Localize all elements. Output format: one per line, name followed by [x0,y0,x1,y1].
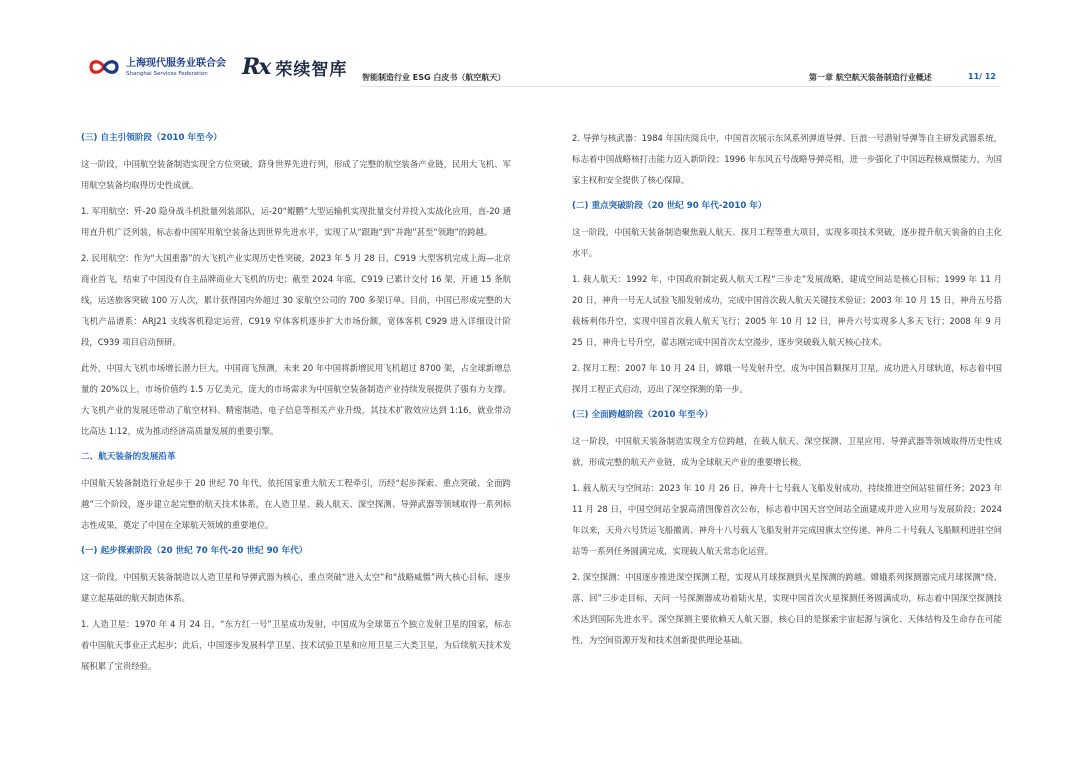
federation-logo-icon [88,56,120,78]
right-column [572,128,1002,656]
section-heading-leap: (三) 全面跨越阶段（2010 年至今） [572,410,713,420]
brand-logo [242,54,347,80]
federation-name-en: Shanghai Services Federation [126,71,208,77]
paragraph: 这一阶段，中国航天装备制造聚焦载人航天、探月工程等重大项目，实现多项技术突破，逐步提升航天装备的自主化水平。 [572,227,1002,258]
page-header [0,0,1080,100]
federation-name-cn: 上海现代服务业联合会 [126,58,226,69]
paragraph: 2. 深空探测：中国逐步推进深空探测工程，实现从月球探测到火星探测的跨越。嫦娥系列探测器完成月球探测“绕、落、回”三步走目标，天问一号探测器成功着陆火星，实现中国首次火星探测任务圆满成功，标志着中国深空探测技术达到国际先进水平。深空探测主要依赖天人航天器，核心目的是探索宇宙起源与演化、天体结构及生命存在可能性，为空间资源开发和技术创新提供理论基础。 [572,572,1002,645]
paragraph: 1. 载人航天：1992 年，中国政府制定载人航天工程“三步走”发展战略，建成空间站是核心目标；1999 年 11 月 20 日，神舟一号无人试验飞船发射成功，完成中国首次载人航天关键技术验证；2003 年 10 月 15 日，神舟五号搭载杨利伟升空，实现中国首次载人航天飞行；2005 年 10 月 12 日，神舟六号实现多人多天飞行；2008 年 9 月 25 日，神舟七号升空，翟志刚完成中国首次太空漫步，逐步突破载人航天核心技术。 [572,274,1002,347]
paragraph: 2. 导弹与核武器：1984 年国庆阅兵中，中国首次展示东风系列弹道导弹、巨浪一号潜射导弹等自主研发武器系统，标志着中国战略核打击能力迈入新阶段；1996 年东风五号战略导弹亮相，进一步强化了中国远程核威慑能力，为国家主权和安全提供了核心保障。 [572,133,1002,185]
paragraph: 2. 民用航空：作为“大国重器”的大飞机产业实现历史性突破，2023 年 5 月 28 日，C919 大型客机完成上海—北京商业首飞，结束了中国没有自主品牌商业大飞机的历史；截至 2024 年底，C919 已累计交付 16 架，开通 15 条航线，运送旅客突破 100 万人次，累计获得国内外超过 30 家航空公司的 700 多架订单。目前，中国已形成完整的大飞机产品谱系：ARJ21 支线客机稳定运营，C919 窄体客机逐步扩大市场份额，宽体客机 C929 进入详细设计阶段，C939 项目启动预研。 [81,253,511,347]
paragraph: 1. 载人航天与空间站：2023 年 10 月 26 日，神舟十七号载人飞船发射成功，持续推进空间站驻留任务；2023 年 11 月 28 日，中国空间站全貌高清图像首次公布，标志着中国天宫空间站全面建成并进入应用与发展阶段；2024 年以来，天舟六号货运飞船撤离、神舟十八号载人飞船发射并完成国旗太空传递、神舟二十号载人飞船顺利进驻空间站等一系列任务圆满完成，实现载人航天常态化运营。 [572,483,1002,556]
paragraph: 2. 探月工程：2007 年 10 月 24 日，嫦娥一号发射升空，成为中国首颗探月卫星，成功进入月球轨道，标志着中国探月工程正式启动，迈出了深空探测的第一步。 [572,363,1002,394]
brand-name: 荣续智库 [275,59,348,80]
paragraph: 1. 人造卫星：1970 年 4 月 24 日，“东方红一号”卫星成功发射，中国成为全球第五个独立发射卫星的国家，标志着中国航天事业正式起步；此后，中国逐步发展科学卫星、技术试验卫星和应用卫星三大类卫星，为后续航天技术发展积累了宝贵经验。 [81,619,511,671]
section-heading-space: 二、航天装备的发展沿革 [81,452,176,462]
paragraph: 这一阶段，中国航空装备制造实现全方位突破，跻身世界先进行列，形成了完整的航空装备产业链，民用大飞机、军用航空装备均取得历史性成就。 [81,159,511,190]
section-heading-independent: (三) 自主引领阶段（2010 年至今） [81,133,222,143]
brand-mark: Rx [242,54,270,80]
chapter-title: 第一章 航空航天装备制造行业概述 [809,73,932,82]
header-divider [360,86,1000,87]
paragraph: 此外，中国大飞机市场增长潜力巨大，中国商飞预测，未来 20 年中国将新增民用飞机超过 8700 架，占全球新增总量的 20%以上，市场价值约 1.5 万亿美元，庞大的市场需求为中国航空装备制造产业持续发展提供了强有力支撑。大飞机产业的发展还带动了航空材料、精密制造、电子信息等相关产业升级，其技术扩散效应达到 1:16，就业带动比高达 1:12，成为推动经济高质量发展的重要引擎。 [81,363,511,436]
left-column [81,128,511,682]
document-title: 智能制造行业 ESG 白皮书（航空航天） [362,73,506,82]
section-heading-breakthrough: (二) 重点突破阶段（20 世纪 90 年代-2010 年） [572,201,767,211]
paragraph: 这一阶段，中国航天装备制造以人造卫星和导弹武器为核心，重点突破“进入太空”和“战略威慑”两大核心目标，逐步建立起基础的航天制造体系。 [81,572,511,603]
paragraph: 这一阶段，中国航天装备制造实现全方位跨越，在载人航天、深空探测、卫星应用、导弹武器等领域取得历史性成就，形成完整的航天产业链，成为全球航天产业的重要增长极。 [572,436,1002,467]
federation-logo-text [126,58,226,78]
paragraph: 1. 军用航空：歼-20 隐身战斗机批量列装部队，运-20“鲲鹏”大型运输机实现批量交付并投入实战化应用，直-20 通用直升机广泛列装，标志着中国军用航空装备达到世界先进水平，实现了从“跟跑”到“并跑”甚至“领跑”的跨越。 [81,206,511,237]
page-number: 11/ 12 [968,72,996,81]
section-heading-start: (一) 起步探索阶段（20 世纪 70 年代-20 世纪 90 年代） [81,546,308,556]
paragraph: 中国航天装备制造行业起步于 20 世纪 70 年代，依托国家重大航天工程牵引，历经“起步探索、重点突破、全面跨越”三个阶段，逐步建立起完整的航天技术体系，在人造卫星、载人航天、深空探测、导弹武器等领域取得一系列标志性成果，奠定了中国在全球航天领域的重要地位。 [81,478,511,530]
